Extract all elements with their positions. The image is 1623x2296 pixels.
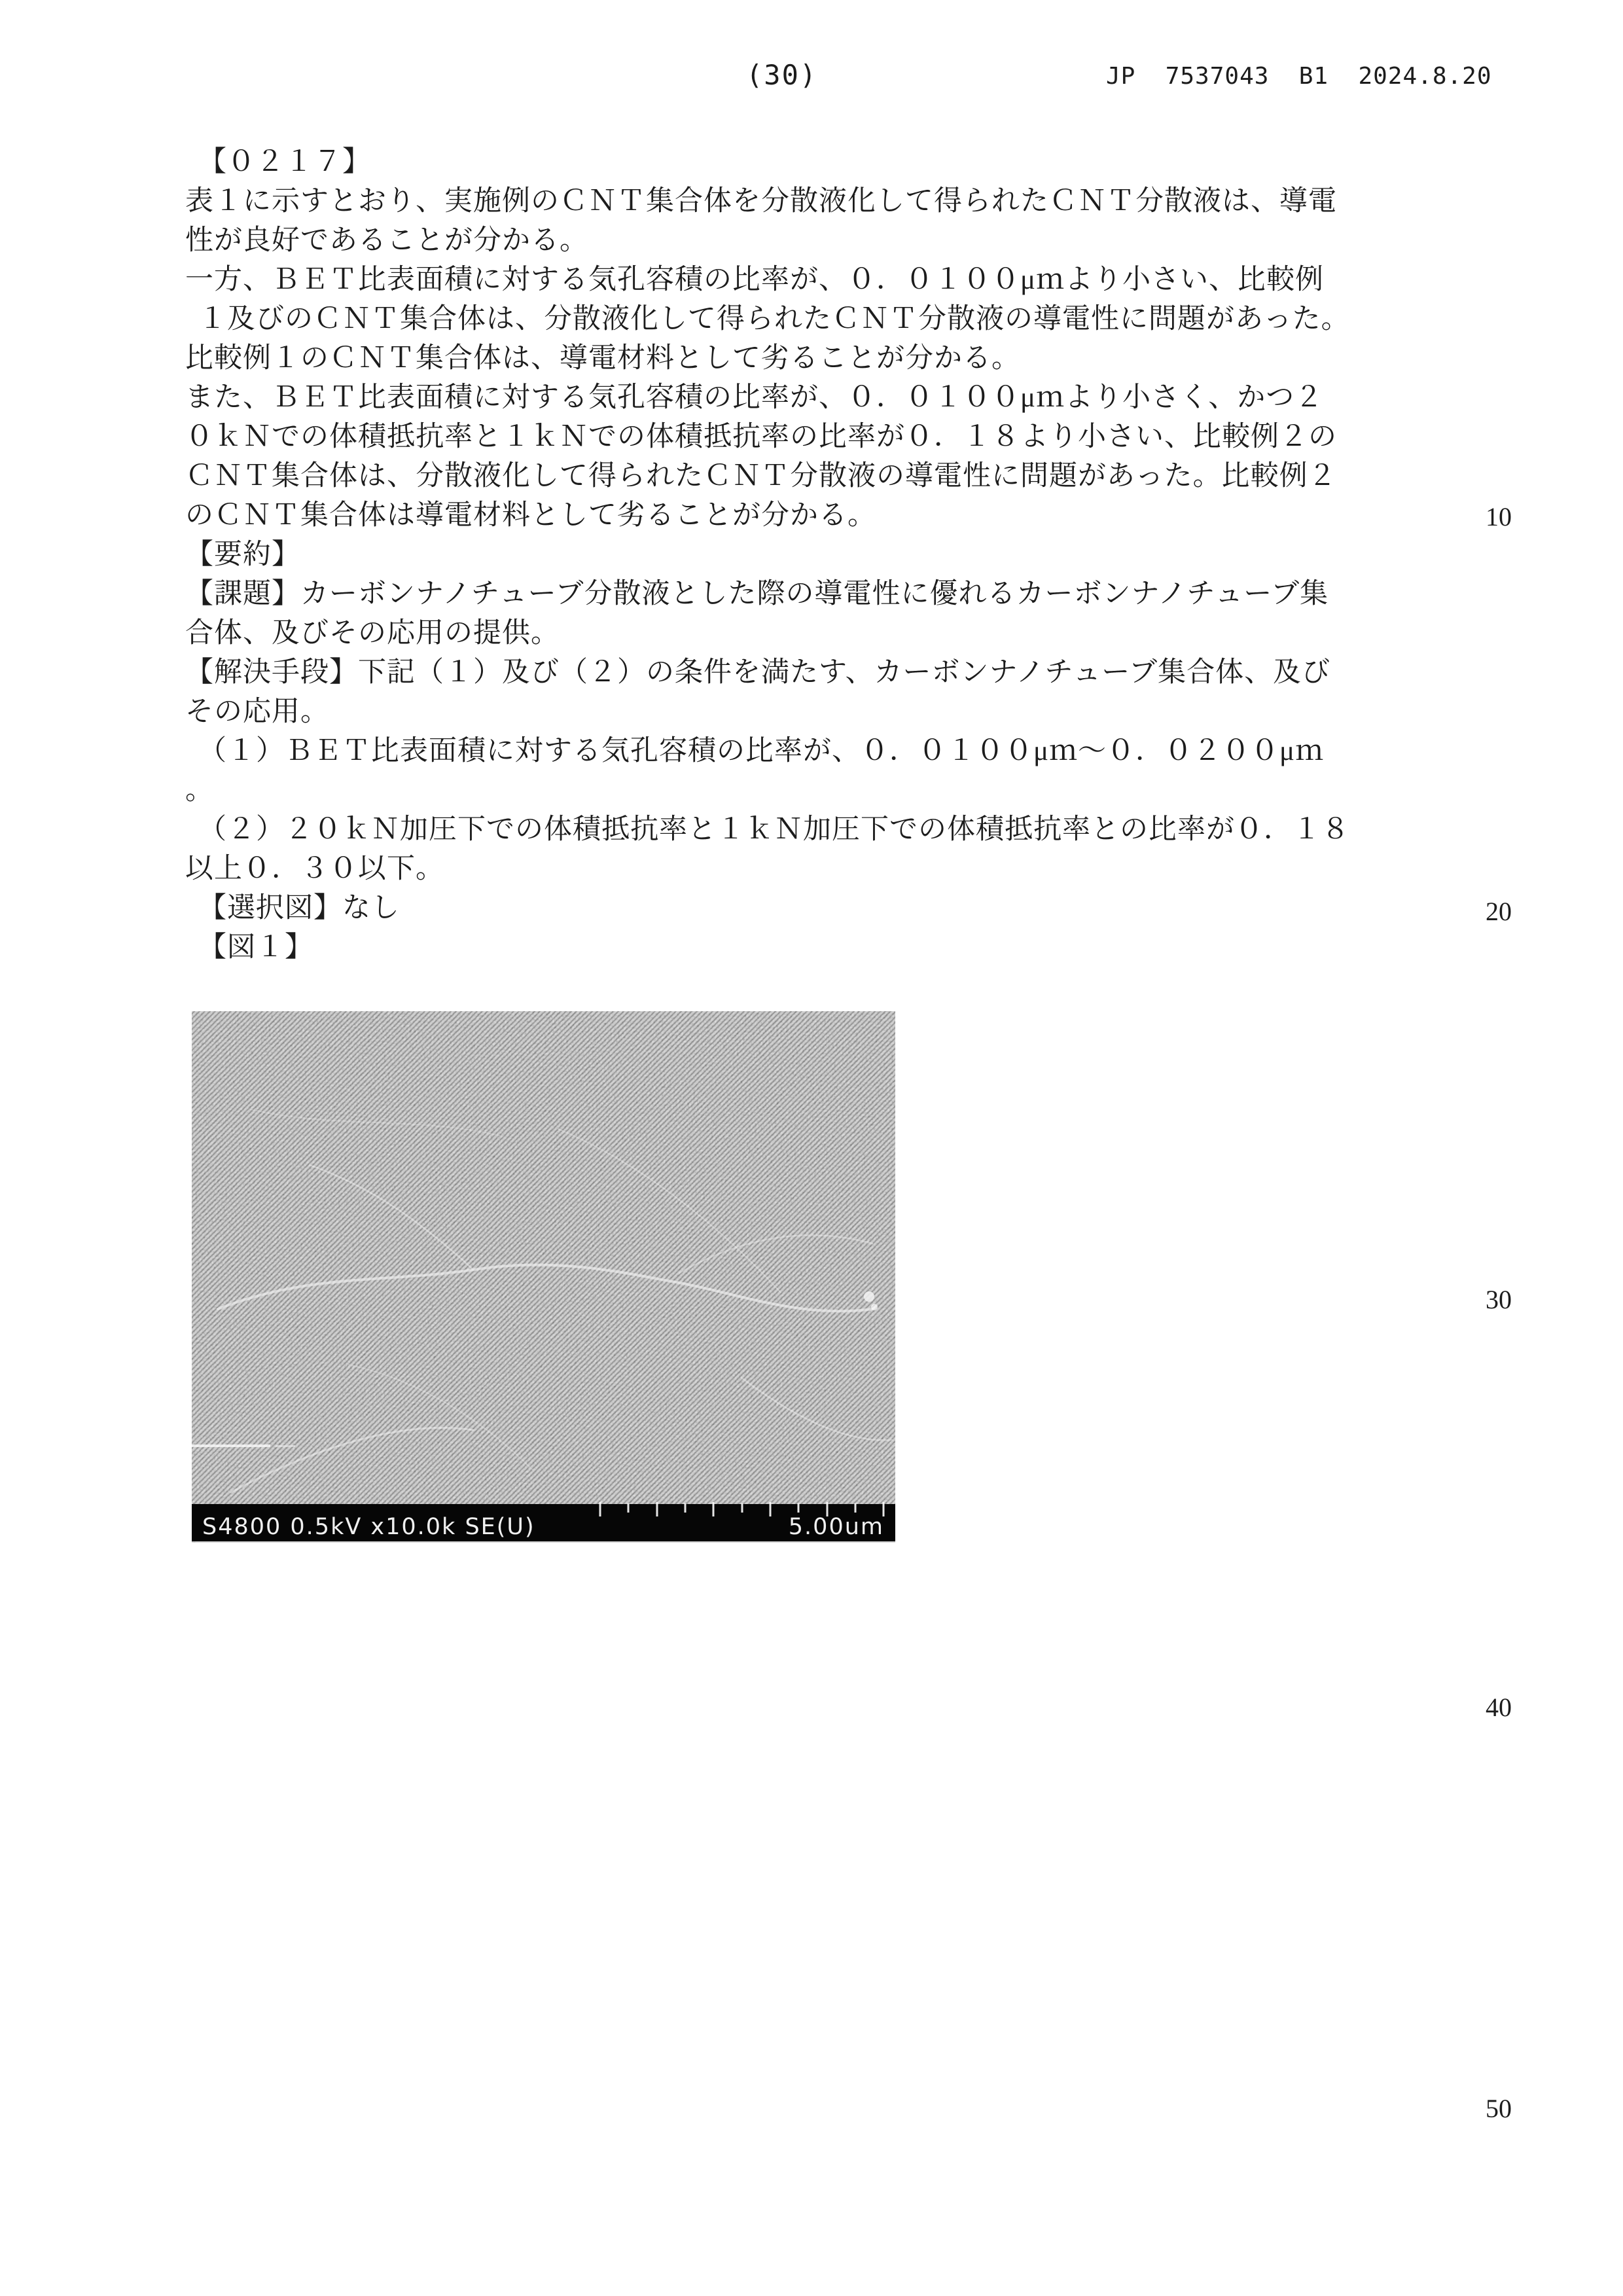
document-body — [185, 143, 1445, 967]
text-line: １及びのＣＮＴ集合体は、分散液化して得られたＣＮＴ分散液の導電性に問題があった。 — [198, 304, 1350, 334]
margin-line-number: 10 — [1486, 502, 1512, 531]
text-line: 【解決手段】下記（１）及び（２）の条件を満たす、カーボンナノチューブ集合体、及び — [185, 657, 1331, 688]
text-line: 比較例１のＣＮＴ集合体は、導電材料として劣ることが分かる。 — [185, 343, 1020, 374]
text-line: その応用。 — [185, 696, 329, 727]
text-line: ０ｋＮでの体積抵抗率と１ｋＮでの体積抵抗率の比率が０．１８より小さい、比較例２の — [185, 422, 1337, 452]
text-line: 表１に示すとおり、実施例のＣＮＴ集合体を分散液化して得られたＣＮＴ分散液は、導電 — [185, 186, 1337, 217]
abstract-heading-line: 【要約】 — [185, 539, 300, 570]
text-line: 。 — [185, 775, 214, 806]
sem-scale-label: 5.00um — [788, 1514, 884, 1540]
margin-line-number: 50 — [1486, 2094, 1512, 2123]
text-line: 性が良好であることが分かる。 — [185, 225, 588, 256]
bright-spot — [864, 1291, 874, 1302]
scan-shadow — [196, 1541, 895, 1543]
text-line: （１）ＢＥＴ比表面積に対する気孔容積の比率が、０．０１００μｍ～０．０２００μｍ — [198, 736, 1325, 766]
figure1-sem-image — [192, 1011, 895, 1543]
text-line: （２）２０ｋＮ加圧下での体積抵抗率と１ｋＮ加圧下での体積抵抗率との比率が０．１８ — [198, 814, 1350, 845]
margin-line-number: 40 — [1486, 1693, 1512, 1722]
page-number: (30) — [746, 59, 818, 91]
text-line: 以上０．３０以下。 — [185, 853, 444, 884]
selected-figure-line: 【選択図】なし — [198, 893, 400, 924]
bright-spot — [871, 1304, 878, 1310]
publication-id: JP 7537043 B1 2024.8.20 — [1106, 63, 1492, 90]
text-line: 合体、及びその応用の提供。 — [185, 618, 560, 649]
text-line: 一方、ＢＥＴ比表面積に対する気孔容積の比率が、０．０１００μｍより小さい、比較例 — [185, 264, 1325, 295]
figure1-label-line: 【図１】 — [198, 932, 313, 963]
sem-metadata-caption: S4800 0.5kV x10.0k SE(U) — [202, 1514, 535, 1540]
margin-line-number: 30 — [1486, 1285, 1512, 1314]
paragraph-number-line: 【０２１７】 — [198, 147, 371, 177]
text-line: また、ＢＥＴ比表面積に対する気孔容積の比率が、０．０１００μｍより小さく、かつ２ — [185, 382, 1324, 413]
bright-streak — [276, 1445, 295, 1447]
text-line: のＣＮＴ集合体は導電材料として劣ることが分かる。 — [185, 500, 876, 531]
sem-micrograph — [192, 1011, 895, 1543]
margin-line-number: 20 — [1486, 897, 1512, 926]
bright-streak — [192, 1444, 270, 1447]
text-line: ＣＮＴ集合体は、分散液化して得られたＣＮＴ分散液の導電性に問題があった。比較例２ — [185, 461, 1337, 492]
text-line: 【課題】カーボンナノチューブ分散液とした際の導電性に優れるカーボンナノチューブ集 — [185, 579, 1329, 609]
